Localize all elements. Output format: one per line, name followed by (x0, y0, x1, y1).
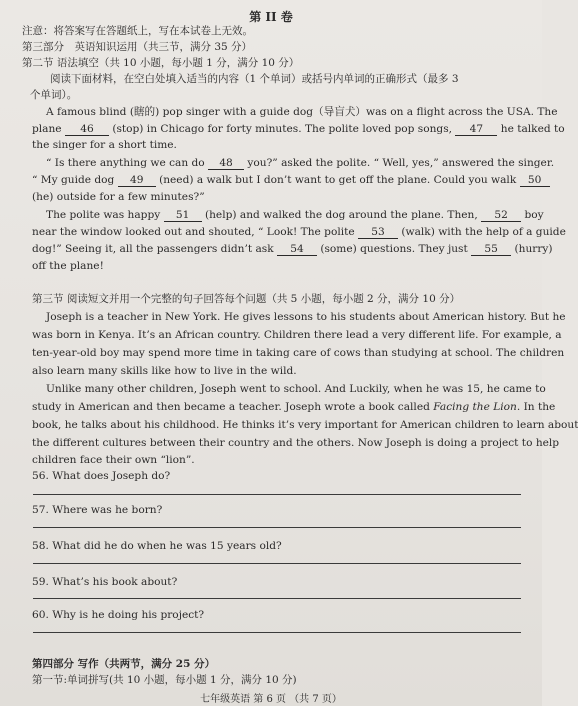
blank-46[interactable]: 46 (65, 123, 109, 136)
text: plane (32, 123, 65, 135)
part3-heading: 第三部分 英语知识运用（共三节，满分 35 分） (22, 41, 253, 53)
reading-answer-heading: 第三节 阅读短文并用一个完整的句子回答每个问题（共 5 小题，每小题 2 分，满分 10 分） (32, 293, 461, 305)
passage1-line5 (32, 173, 542, 187)
passage2-line1: Joseph is a teacher in New York. He gives lessons to his students about American history. But he (46, 311, 566, 323)
grammar-fill-heading: 第二节 语法填空（共 10 小题，每小题 1 分，满分 10 分） (22, 57, 300, 69)
passage1-line10: off the plane! (32, 260, 104, 272)
text: The polite was happy (46, 209, 164, 221)
spelling-heading: 第一节:单词拼写(共 10 小题，每小题 1 分，满分 10 分) (32, 674, 297, 686)
passage1-line7 (46, 208, 544, 222)
passage1-line8 (32, 225, 566, 239)
passage2-line3: ten-year-old boy may spend more time in taking care of cows than studying at school. The children (32, 347, 565, 359)
text: (stop) in Chicago for forty minutes. The polite loved pop songs, (108, 123, 456, 135)
text: . In the (516, 401, 556, 413)
part4-heading: 第四部分 写作（共两节，满分 25 分） (32, 658, 216, 670)
grammar-fill-instruction: 阅读下面材料，在空白处填入适当的内容（1 个单词）或括号内单词的正确形式（最多 3 (50, 73, 459, 85)
question-59: 59. What’s his book about? (32, 576, 178, 588)
passage1-line1: A famous blind (瞎的) pop singer with a guide dog（导盲犬）was on a flight across the USA. The (46, 106, 558, 118)
book-title: Facing the Lion (433, 401, 517, 413)
text: boy (521, 209, 544, 221)
blank-47[interactable]: 47 (455, 123, 497, 136)
answer-line-56[interactable] (33, 494, 521, 495)
passage2-line7: book, he talks about his childhood. He thinks it’s very important for American children to learn about (32, 419, 578, 431)
question-57: 57. Where was he born? (32, 504, 163, 516)
text: (some) questions. They just (316, 243, 472, 255)
blank-48[interactable]: 48 (208, 157, 244, 170)
passage1-line2 (32, 122, 565, 136)
answer-line-58[interactable] (33, 563, 521, 564)
blank-54[interactable]: 54 (277, 243, 317, 256)
blank-52[interactable]: 52 (481, 209, 521, 222)
grammar-fill-instruction-cont: 个单词）。 (30, 89, 78, 101)
text: near the window looked out and shouted, “ Look! The polite (32, 226, 359, 238)
answer-line-57[interactable] (33, 527, 521, 528)
passage1-line9 (32, 242, 553, 256)
passage1-line3: the singer for a short time. (32, 139, 177, 151)
blank-51[interactable]: 51 (164, 209, 202, 222)
passage2-line9: children face their own “lion”. (32, 454, 195, 466)
question-60: 60. Why is he doing his project? (32, 609, 205, 621)
blank-49[interactable]: 49 (118, 174, 156, 187)
text: (need) a walk but I don’t want to get off the plane. Could you walk (155, 174, 520, 186)
text: (hurry) (511, 243, 553, 255)
answer-line-60[interactable] (33, 632, 521, 633)
passage1-line4 (46, 156, 555, 170)
passage2-line8: the different cultures between their country and the others. Now Joseph is doing a project to help (32, 437, 560, 449)
passage2-line4: also learn many skills like how to live in the wild. (32, 365, 297, 377)
text: you?” asked the polite. “ Well, yes,” answered the singer. (244, 157, 555, 169)
section-title: 第 II 卷 (249, 10, 293, 24)
blank-50[interactable]: 50 (520, 174, 550, 187)
notice: 注意：将答案写在答题纸上，写在本试卷上无效。 (22, 25, 253, 37)
passage2-line6 (32, 400, 556, 414)
page-footer: 七年级英语 第 6 页 （共 7 页） (200, 694, 342, 705)
answer-line-59[interactable] (33, 598, 521, 599)
blank-53[interactable]: 53 (358, 226, 398, 239)
question-58: 58. What did he do when he was 15 years old? (32, 540, 282, 552)
text: study in American and then became a teacher. Joseph wrote a book called (32, 401, 434, 413)
blank-55[interactable]: 55 (471, 243, 511, 256)
text: “ Is there anything we can do (46, 157, 209, 169)
question-56: 56. What does Joseph do? (32, 470, 171, 482)
passage1-line6: (he) outside for a few minutes?” (32, 191, 205, 203)
passage2-line2: was born in Kenya. It’s an African country. Children there lead a very different life. For example, a (32, 329, 562, 341)
text: dog!” Seeing it, all the passengers didn’t ask (32, 243, 277, 255)
text: he talked to (497, 123, 565, 135)
text: (help) and walked the dog around the plane. Then, (201, 209, 482, 221)
passage2-line5: Unlike many other children, Joseph went to school. And Luckily, when he was 15, he came to (46, 383, 546, 395)
text: (walk) with the help of a guide (398, 226, 566, 238)
text: “ My guide dog (32, 174, 118, 186)
